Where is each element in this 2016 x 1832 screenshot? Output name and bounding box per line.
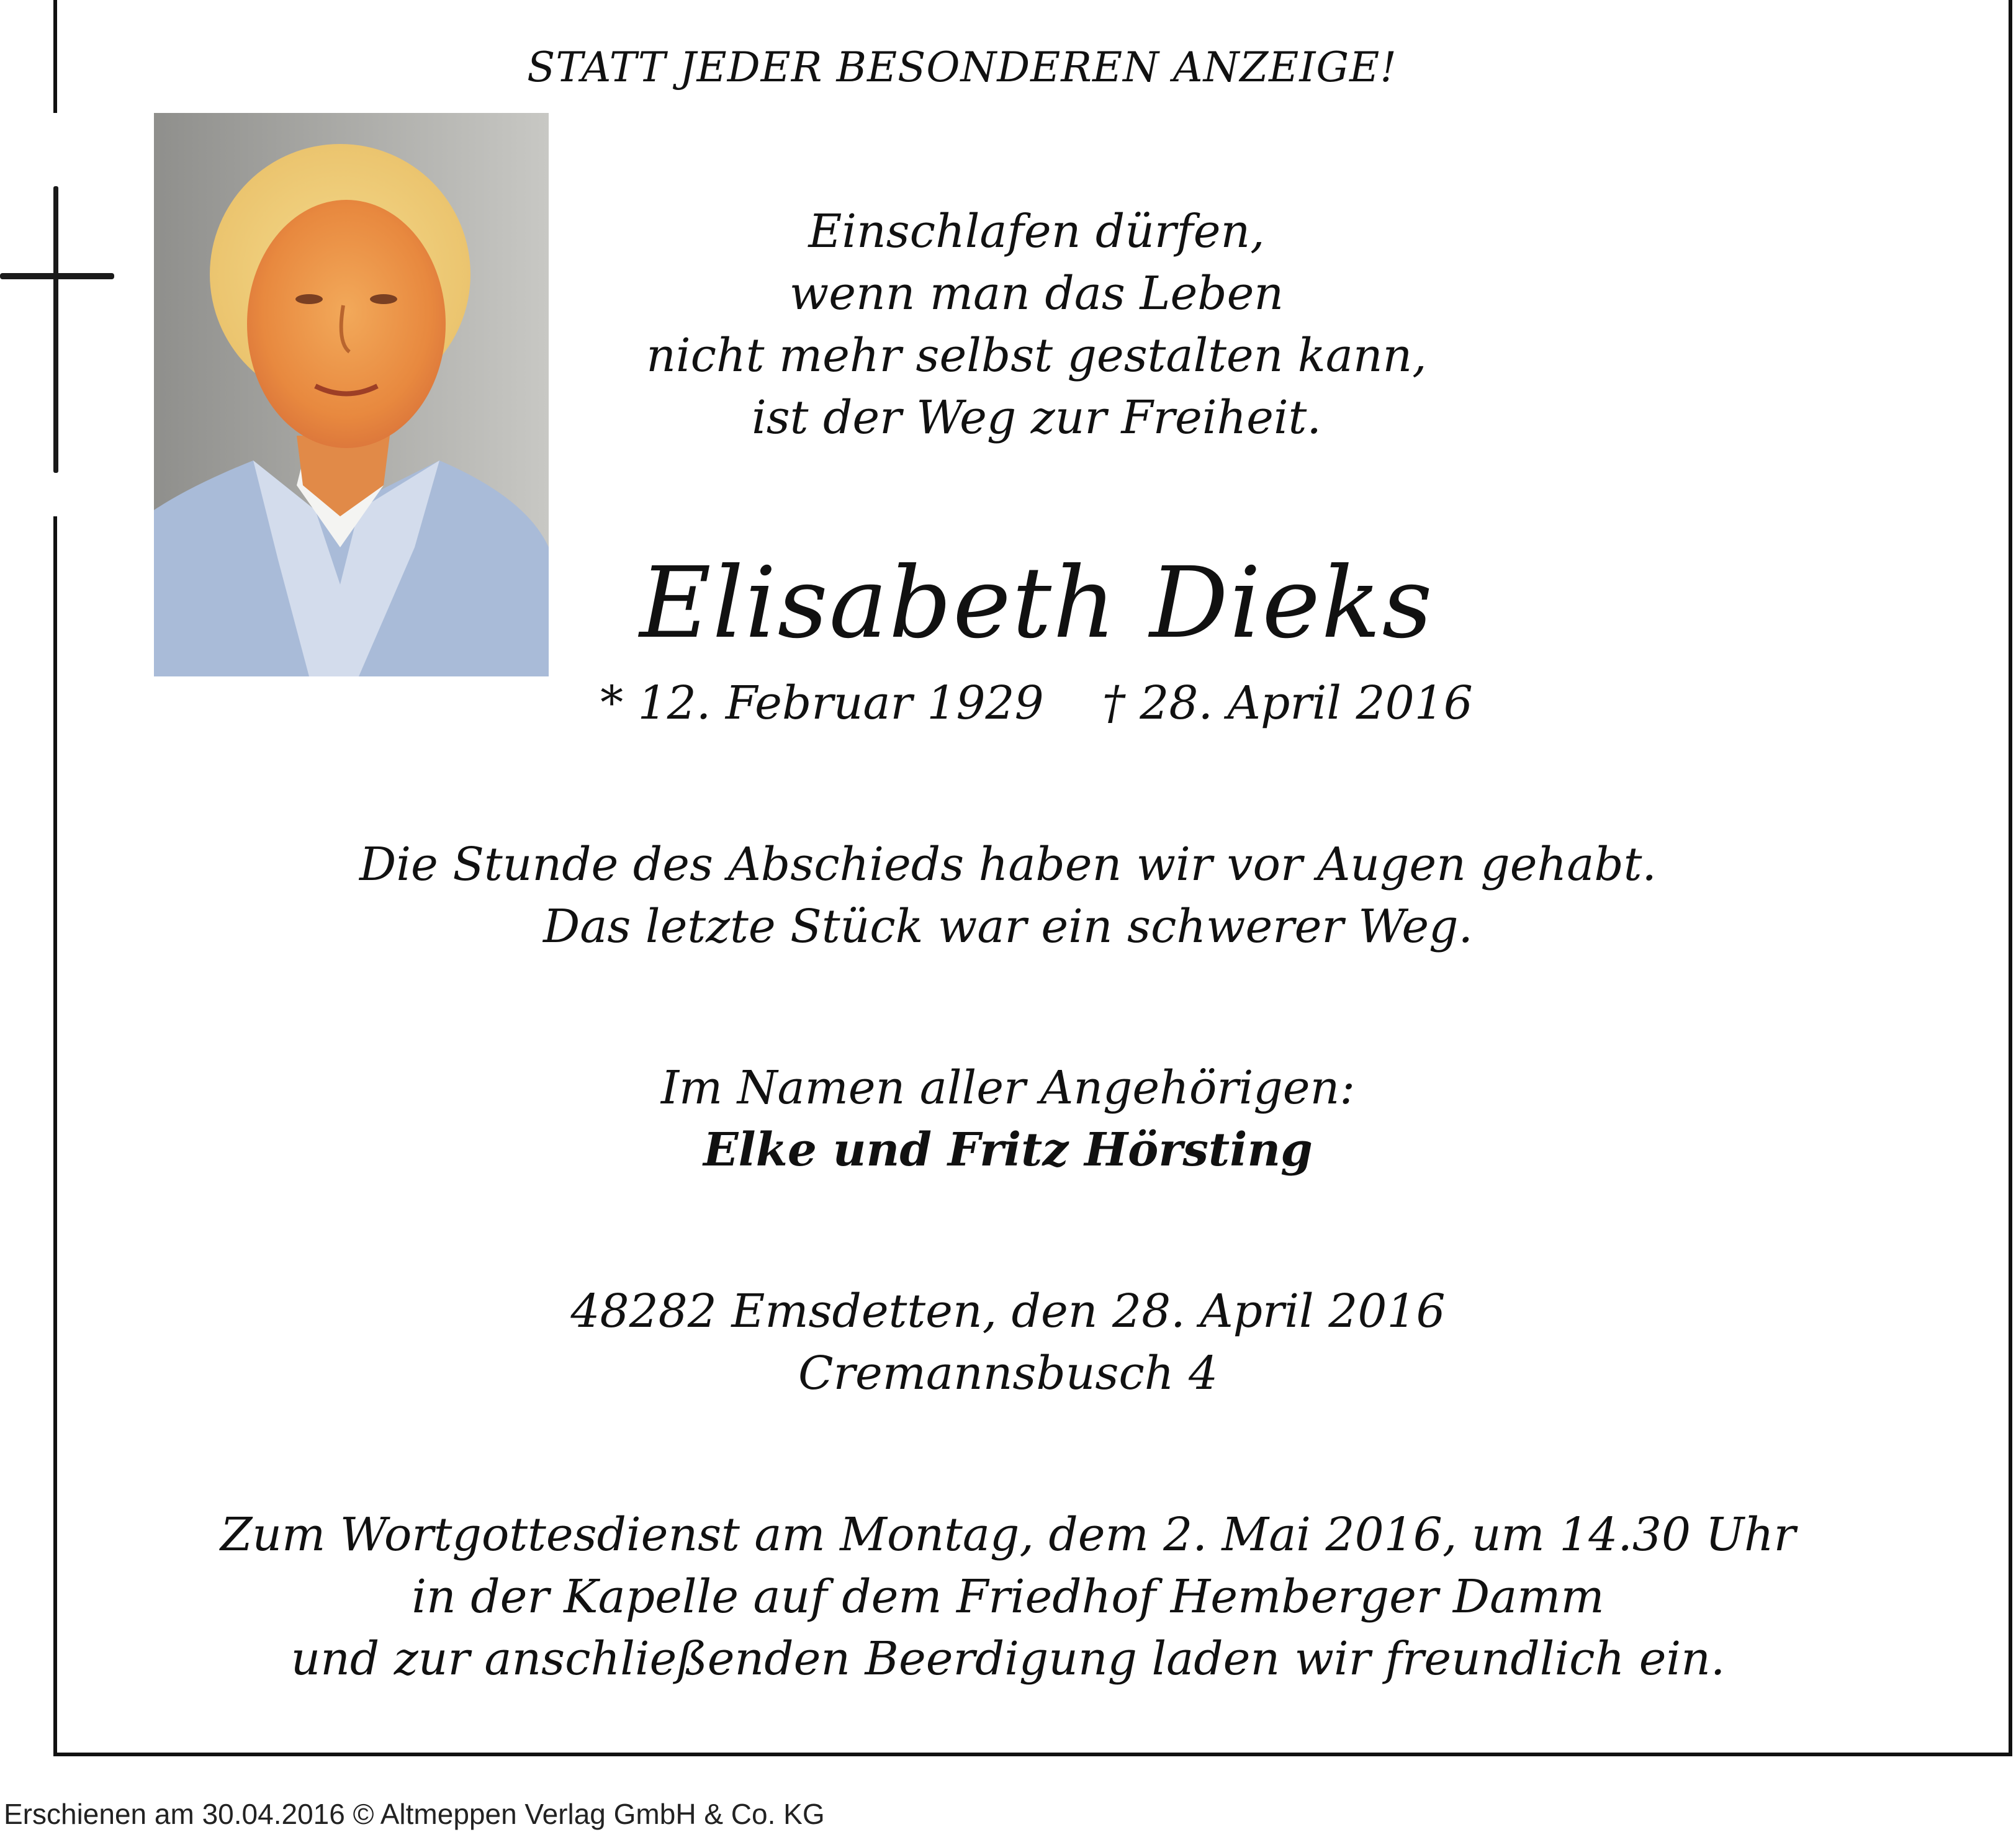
- mourners-names: Elke und Fritz Hörsting: [703, 1123, 1313, 1177]
- verse-line-3: nicht mehr selbst gestalten kann,: [646, 329, 1427, 382]
- service-line-3: und zur anschließenden Beerdigung laden wir freundlich ein.: [290, 1632, 1726, 1686]
- cross-horizontal-bar: [0, 273, 114, 279]
- verse-line-1: Einschlafen dürfen,: [808, 205, 1265, 258]
- cross-vertical-bar: [53, 186, 58, 473]
- behalf-label: Im Namen aller Angehörigen:: [660, 1061, 1356, 1115]
- service-line-1: Zum Wortgottesdienst am Montag, dem 2. Mai 2016, um 14.30 Uhr: [220, 1508, 1796, 1561]
- verse-line-2: wenn man das Leben: [789, 267, 1284, 320]
- verse-line-4: ist der Weg zur Freiheit.: [752, 391, 1321, 444]
- farewell-line-2: Das letzte Stück war ein schwerer Weg.: [542, 900, 1474, 953]
- frame-left-line-top: [53, 0, 57, 113]
- address-line-2: Cremannsbusch 4: [798, 1347, 1218, 1400]
- notice-headline: STATT JEDER BESONDEREN ANZEIGE!: [527, 43, 1397, 91]
- service-line-2: in der Kapelle auf dem Friedhof Hemberger Damm: [412, 1570, 1604, 1623]
- farewell-line-1: Die Stunde des Abschieds haben wir vor Augen gehabt.: [359, 838, 1657, 891]
- life-dates: * 12. Februar 1929 † 28. April 2016: [600, 676, 1473, 730]
- deceased-name: Elisabeth Dieks: [639, 546, 1434, 660]
- publication-footer: Erschienen am 30.04.2016 © Altmeppen Verlag GmbH & Co. KG: [4, 1798, 825, 1830]
- address-line-1: 48282 Emsdetten, den 28. April 2016: [570, 1285, 1446, 1338]
- frame-bottom-line: [53, 1753, 2012, 1756]
